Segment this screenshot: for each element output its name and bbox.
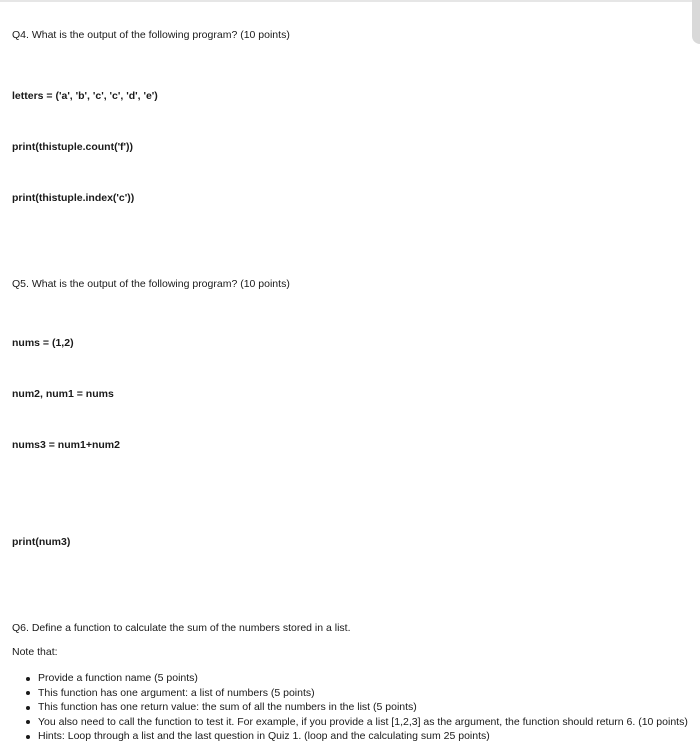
list-item-text: This function has one argument: a list of numbers (5 points) <box>38 686 315 699</box>
question-6 <box>12 621 688 743</box>
question-5 <box>12 277 688 585</box>
list-item-text: Hints: Loop through a list and the last question in Quiz 1. (loop and the calculating sum 25 points) <box>38 730 490 742</box>
list-item <box>26 716 688 729</box>
list-item-text: This function has one return value: the sum of all the numbers in the list (5 points) <box>38 701 417 713</box>
scrollbar-thumb[interactable] <box>692 0 700 44</box>
q5-question-text: Q5. What is the output of the following program? (10 points) <box>12 278 290 290</box>
list-item <box>26 672 688 685</box>
bullet-icon <box>26 735 30 739</box>
code-line: num2, num1 = nums <box>12 388 114 400</box>
list-item-text: Provide a function name (5 points) <box>38 672 198 684</box>
code-line: print(num3) <box>12 536 71 548</box>
code-line: nums3 = num1+num2 <box>12 439 120 451</box>
list-item <box>26 687 688 700</box>
code-line: nums = (1,2) <box>12 337 74 349</box>
code-line: print(thistuple.count('f')) <box>12 141 134 153</box>
code-line: print(thistuple.index('c')) <box>12 192 135 204</box>
q5-code-block <box>12 301 688 585</box>
page-top-border <box>0 0 700 2</box>
code-line: letters = ('a', 'b', 'c', 'c', 'd', 'e') <box>12 90 158 102</box>
q4-question-text: Q4. What is the output of the following program? (10 points) <box>12 29 290 41</box>
document-body <box>12 28 688 745</box>
list-item <box>26 701 688 714</box>
bullet-icon <box>26 706 30 710</box>
q6-note-heading: Note that: <box>12 646 58 658</box>
q6-question-text: Q6. Define a function to calculate the sum of the numbers stored in a list. <box>12 622 351 634</box>
bullet-icon <box>26 720 30 724</box>
q4-code-block <box>12 54 688 241</box>
list-item-text: You also need to call the function to test it. For example, if you provide a list [1,2,3] as the argument, the function should return 6. (10 points) <box>38 715 688 728</box>
question-4 <box>12 28 688 241</box>
list-item <box>26 730 688 743</box>
bullet-icon <box>26 691 30 695</box>
q6-requirements-list <box>12 672 688 743</box>
bullet-icon <box>26 677 30 681</box>
code-blank-line <box>12 488 688 500</box>
